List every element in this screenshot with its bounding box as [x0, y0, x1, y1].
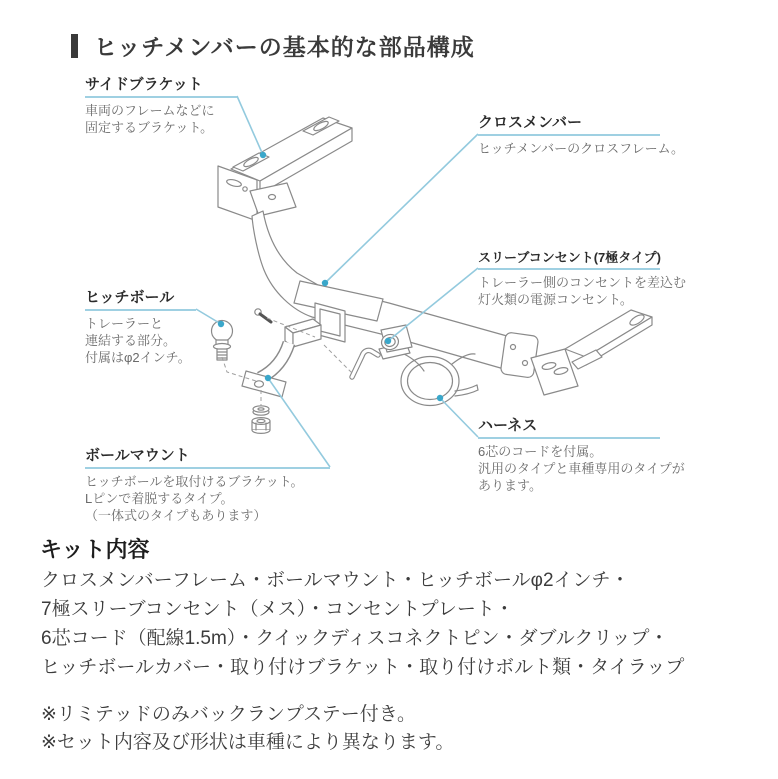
desc-line: 車両のフレームなどに [85, 103, 215, 118]
desc-line: ヒッチボールを取付けるブラケット。 [85, 474, 304, 489]
desc-line: Lピンで着脱するタイプ。 [85, 491, 234, 506]
desc-line: 灯火類の電源コンセント。 [478, 291, 633, 307]
part-label-sleeve-outlet: スリーブコンセント(7極タイプ) [478, 250, 660, 270]
kit-line: 6芯コード（配線1.5m）・クイックディスコネクトピン・ダブルクリップ・ [41, 628, 669, 649]
part-label-side-bracket: サイドブラケット [85, 76, 237, 98]
part-label-harness: ハーネス [478, 417, 660, 439]
clip-pin-drawing [255, 309, 271, 322]
part-label-hitch-ball: ヒッチボール [85, 289, 196, 311]
part-desc-harness [478, 443, 685, 494]
right-bracket-drawing [531, 310, 652, 395]
part-sleeve-outlet [478, 250, 686, 308]
kit-line: クロスメンバーフレーム・ボールマウント・ヒッチボールφ2インチ・ [41, 570, 630, 591]
part-label-ball-mount: ボールマウント [85, 447, 330, 469]
callout-dot-side-bracket [260, 152, 266, 158]
connector-drawing [379, 325, 412, 359]
kit-line: 7極スリーブコンセント（メス）・コンセントプレート・ [41, 599, 514, 620]
footnotes [41, 701, 454, 757]
desc-line: （一体式のタイプもあります） [85, 508, 267, 523]
part-desc-sleeve-outlet [478, 274, 686, 308]
desc-line: 付属はφ2インチ。 [85, 350, 191, 365]
callout-line-side-bracket [237, 96, 263, 155]
desc-line: 汎用のタイプと車種専用のタイプが [478, 461, 685, 476]
desc-line: 連結する部分。 [85, 333, 177, 348]
note-line: ※リミテッドのみバックランプステー付き。 [41, 704, 417, 725]
callout-dot-harness [437, 395, 443, 401]
desc-line: あります。 [478, 478, 542, 493]
page-title: ヒッチメンバーの基本的な部品構成 [94, 34, 475, 60]
part-desc-cross-member [478, 140, 684, 157]
callout-line-cross-member [325, 134, 478, 283]
kit-contents [41, 566, 684, 682]
callout-dot-sleeve-outlet [385, 338, 391, 344]
callout-lines [196, 96, 478, 467]
part-ball-mount [85, 447, 330, 524]
desc-line: トレーラーと [85, 316, 164, 331]
desc-line: 6芯のコードを付属。 [478, 444, 603, 459]
end-plate-drawing [500, 332, 539, 378]
callout-dot-hitch-ball [218, 321, 224, 327]
l-pin-drawing [352, 350, 378, 377]
desc-line: トレーラー側のコンセントを差込む [478, 274, 687, 290]
part-side-bracket [85, 76, 237, 136]
kit-line: ヒッチボールカバー・取り付けブラケット・取り付けボルト類・タイラップ [41, 657, 685, 678]
desc-line: ヒッチメンバーのクロスフレーム。 [478, 141, 685, 156]
page-header [71, 29, 475, 62]
part-desc-ball-mount [85, 473, 330, 524]
ball-mount-drawing [242, 319, 321, 397]
note-line: ※セット内容及び形状は車種により異なります。 [41, 732, 455, 753]
desc-line: 固定するブラケット。 [85, 120, 214, 135]
part-desc-hitch-ball [85, 315, 196, 366]
washer-drawing [253, 406, 269, 415]
part-desc-side-bracket [85, 102, 237, 136]
part-label-cross-member: クロスメンバー [478, 114, 660, 136]
part-cross-member [478, 114, 684, 157]
callout-dot-cross-member [322, 280, 328, 286]
kit-heading: キット内容 [40, 537, 150, 562]
part-hitch-ball [85, 289, 196, 366]
callout-line-harness [440, 398, 478, 437]
nut-drawing [252, 418, 270, 434]
title-bar-icon [71, 34, 78, 58]
callout-dot-ball-mount [265, 375, 271, 381]
part-harness [478, 417, 685, 494]
callout-line-hitch-ball [196, 309, 221, 324]
